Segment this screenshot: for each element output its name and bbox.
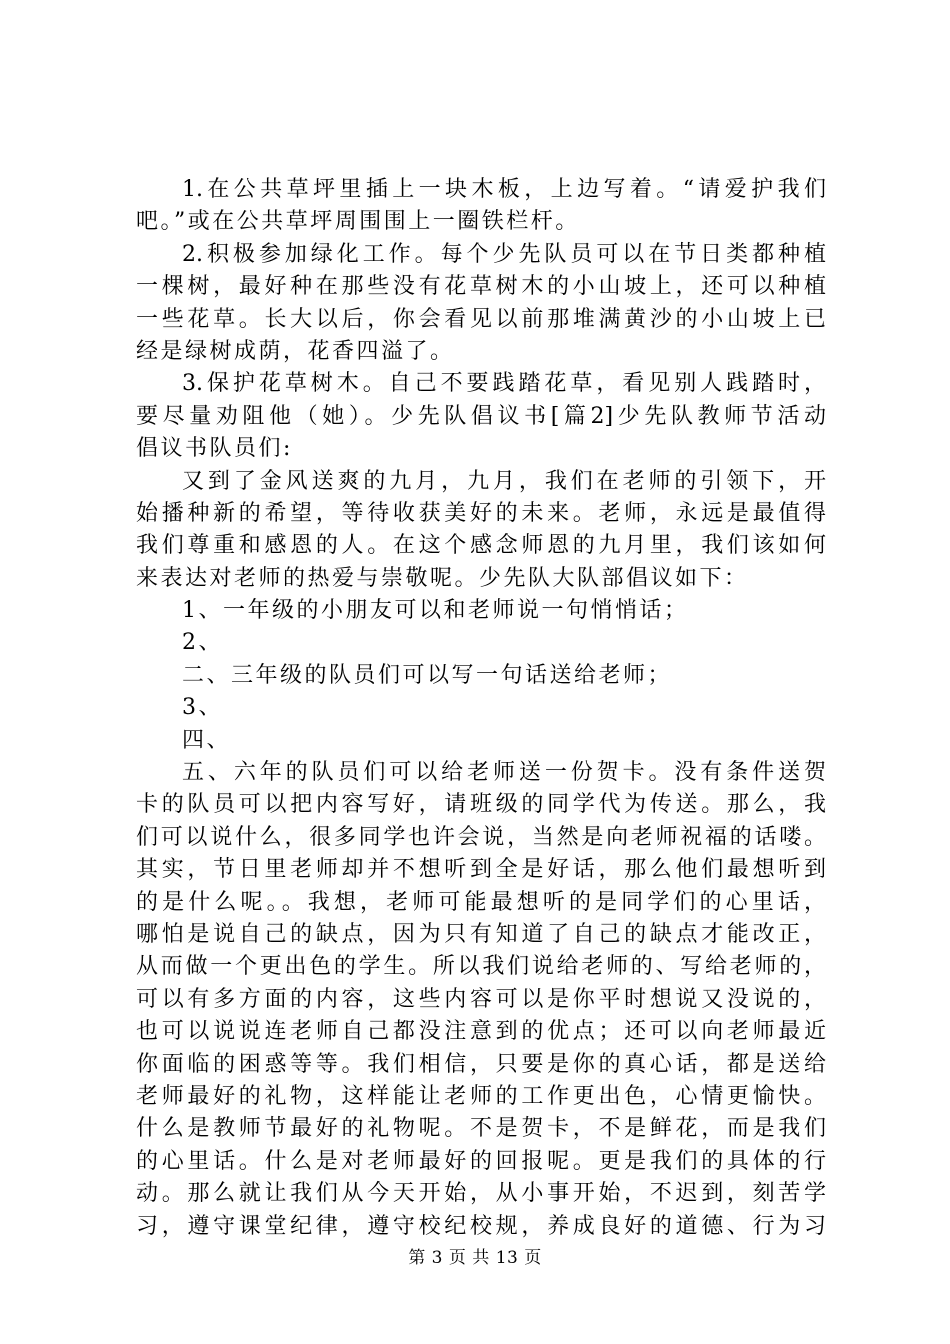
text-line: 我们尊重和感恩的人。在这个感念师恩的九月里，我们该如何	[136, 533, 826, 559]
text-line: 始播种新的希望，等待收获美好的未来。老师，永远是最值得	[136, 500, 826, 526]
text-line: 3.保护花草树木。自己不要践踏花草，看见别人践踏时，	[182, 371, 826, 397]
text-line: 你面临的困惑等等。我们相信，只要是你的真心话，都是送给	[136, 1051, 826, 1077]
text-line: 动。那么就让我们从今天开始，从小事开始，不迟到，刻苦学	[136, 1181, 826, 1207]
text-line: 其实，节日里老师却并不想听到全是好话，那么他们最想听到	[136, 857, 826, 883]
text-line: 二、三年级的队员们可以写一句话送给老师；	[182, 662, 673, 688]
text-line: 1.在公共草坪里插上一块木板，上边写着。“请爱护我们	[182, 177, 826, 202]
text-line: 五、六年的队员们可以给老师送一份贺卡。没有条件送贺	[182, 760, 826, 786]
page-footer: 第 3 页 共 13 页	[408, 1248, 542, 1268]
text-line: 经是绿树成荫，花香四溢了。	[136, 338, 455, 364]
text-line: 来表达对老师的热爱与崇敬呢。少先队大队部倡议如下：	[136, 565, 749, 591]
text-line: 2、	[182, 630, 223, 656]
text-line: 们可以说什么，很多同学也许会说，当然是向老师祝福的话喽。	[136, 824, 826, 850]
text-line: 哪怕是说自己的缺点，因为只有知道了自己的缺点才能改正，	[136, 921, 826, 947]
text-line: 倡议书队员们:	[136, 436, 293, 462]
text-line: 一些花草。长大以后，你会看见以前那堆满黄沙的小山坡上已	[136, 306, 826, 332]
text-line: 老师最好的礼物，这样能让老师的工作更出色，心情更愉快。	[136, 1083, 826, 1109]
text-line: 3、	[182, 695, 223, 721]
text-line: 可以有多方面的内容，这些内容可以是你平时想说又没说的，	[136, 986, 826, 1012]
text-line: 卡的队员可以把内容写好，请班级的同学代为传送。那么，我	[136, 792, 826, 818]
text-line: 从而做一个更出色的学生。所以我们说给老师的、写给老师的，	[136, 954, 826, 980]
document-body	[136, 174, 826, 1243]
text-line: 四、	[182, 727, 232, 753]
text-line: 也可以说说连老师自己都没注意到的优点；还可以向老师最近	[136, 1019, 826, 1045]
text-line: 吧。”或在公共草坪周围围上一圈铁栏杆。	[136, 209, 580, 235]
text-line: 的心里话。什么是对老师最好的回报呢。更是我们的具体的行	[136, 1148, 826, 1174]
text-line: 的是什么呢。。我想，老师可能最想听的是同学们的心里话，	[136, 889, 826, 915]
text-line: 习，遵守课堂纪律，遵守校纪校规，养成良好的道德、行为习	[136, 1213, 826, 1239]
text-line: 什么是教师节最好的礼物呢。不是贺卡，不是鲜花，而是我们	[136, 1116, 826, 1142]
text-line: 一棵树，最好种在那些没有花草树木的小山坡上，还可以种植	[136, 274, 826, 300]
text-line: 1、一年级的小朋友可以和老师说一句悄悄话；	[182, 598, 689, 624]
text-line: 又到了金风送爽的九月，九月，我们在老师的引领下，开	[182, 468, 826, 494]
text-line: 2.积极参加绿化工作。每个少先队员可以在节日类都种植	[182, 241, 826, 267]
text-line: 要尽量劝阻他（她）。少先队倡议书[篇2]少先队教师节活动	[136, 403, 826, 429]
